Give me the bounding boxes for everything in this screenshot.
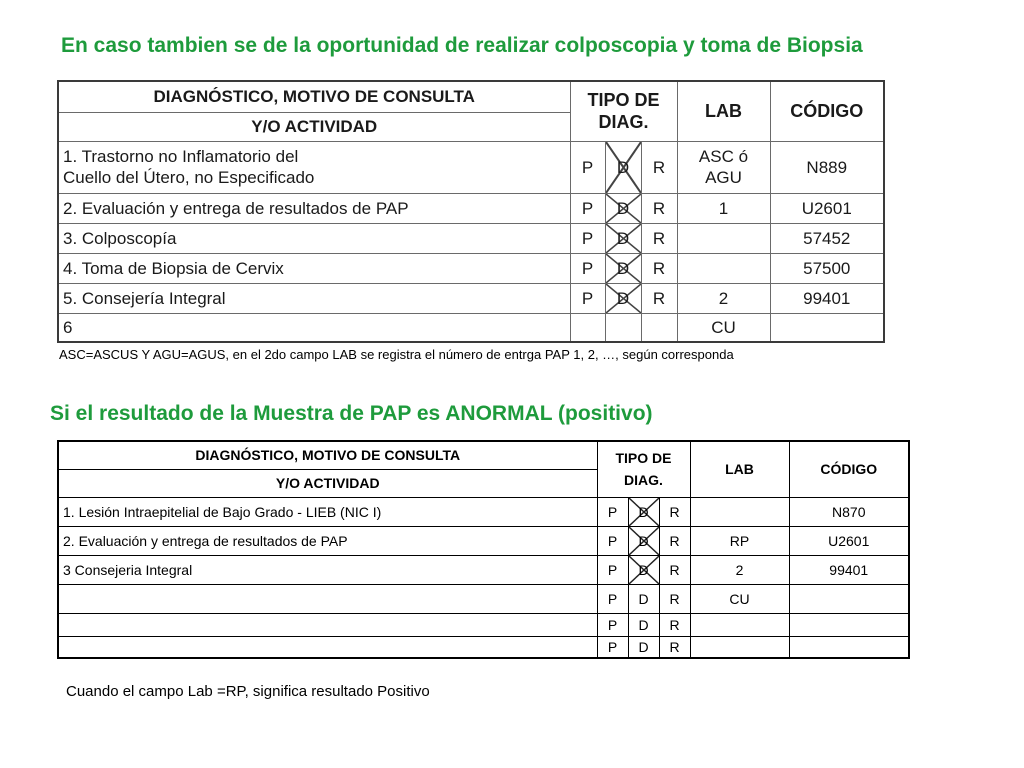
codigo-cell: 57500 (770, 253, 884, 283)
dx-cell: 3. Colposcopía (58, 223, 570, 253)
dx-cell: 3 Consejeria Integral (58, 555, 597, 584)
lab-cell (690, 636, 789, 658)
codigo-cell (789, 636, 909, 658)
dx-cell: 6 (58, 313, 570, 342)
tipo-d-crossed (605, 223, 641, 253)
table-row (58, 584, 909, 613)
lab-line: AGU (705, 168, 742, 187)
lab-cell: 2 (677, 283, 770, 313)
tipo-d-label: D (638, 561, 649, 578)
section2-footnote: Cuando el campo Lab =RP, significa resultado Positivo (66, 683, 430, 700)
header-activity: Y/O ACTIVIDAD (58, 112, 570, 141)
tipo-p: P (570, 193, 605, 223)
dx-cell (58, 584, 597, 613)
table-row (58, 283, 884, 313)
table-row (58, 613, 909, 636)
tipo-p: P (570, 141, 605, 193)
table-header-row (58, 81, 884, 112)
tipo-p: P (597, 584, 628, 613)
tipo-r: R (641, 223, 677, 253)
header-tipo-diag (597, 441, 690, 497)
tipo-r (641, 313, 677, 342)
tipo-d: D (628, 636, 659, 658)
lab-cell: CU (677, 313, 770, 342)
tipo-d-crossed (628, 526, 659, 555)
tipo-d-crossed (628, 497, 659, 526)
header-diagnosis: DIAGNÓSTICO, MOTIVO DE CONSULTA (58, 441, 597, 469)
lab-cell: CU (690, 584, 789, 613)
tipo-d: D (628, 613, 659, 636)
table-row (58, 253, 884, 283)
section2-title: Si el resultado de la Muestra de PAP es ANORMAL (positivo) (50, 402, 653, 425)
header-tipo-line2: DIAG. (598, 112, 649, 133)
tipo-p: P (597, 526, 628, 555)
header-lab: LAB (690, 441, 789, 497)
table-row (58, 555, 909, 584)
lab-cell (677, 141, 770, 193)
tipo-r: R (659, 526, 690, 555)
table-row (58, 223, 884, 253)
tipo-d-label: D (616, 157, 630, 177)
lab-cell (690, 613, 789, 636)
table-row (58, 313, 884, 342)
codigo-cell: U2601 (770, 193, 884, 223)
tipo-d-crossed (628, 555, 659, 584)
tipo-r: R (659, 613, 690, 636)
codigo-cell: 99401 (789, 555, 909, 584)
tipo-d (605, 313, 641, 342)
lab-cell (690, 497, 789, 526)
table-row (58, 497, 909, 526)
header-tipo-line1: TIPO DE (587, 90, 660, 111)
dx-cell: 5. Consejería Integral (58, 283, 570, 313)
codigo-cell: N870 (789, 497, 909, 526)
header-lab: LAB (677, 81, 770, 141)
tipo-p (570, 313, 605, 342)
tipo-d-label: D (616, 258, 630, 278)
lab-cell: RP (690, 526, 789, 555)
header-codigo: CÓDIGO (770, 81, 884, 141)
tipo-d-label: D (616, 288, 630, 308)
codigo-cell: N889 (770, 141, 884, 193)
codigo-cell: 99401 (770, 283, 884, 313)
dx-cell (58, 141, 570, 193)
table-row (58, 141, 884, 193)
tipo-p: P (570, 283, 605, 313)
tipo-r: R (641, 193, 677, 223)
table-row (58, 193, 884, 223)
tipo-r: R (659, 497, 690, 526)
lab-cell: 2 (690, 555, 789, 584)
header-activity: Y/O ACTIVIDAD (58, 469, 597, 497)
header-tipo-diag (570, 81, 677, 141)
diagnosis-table-abnormal-pap (57, 440, 910, 659)
lab-cell (677, 253, 770, 283)
tipo-d-crossed (605, 253, 641, 283)
codigo-cell: U2601 (789, 526, 909, 555)
dx-cell: 2. Evaluación y entrega de resultados de PAP (58, 526, 597, 555)
tipo-d-label: D (638, 503, 649, 520)
tipo-r: R (641, 141, 677, 193)
tipo-d-label: D (638, 532, 649, 549)
table-row (58, 526, 909, 555)
tipo-p: P (597, 613, 628, 636)
tipo-d-label: D (616, 228, 630, 248)
dx-cell (58, 636, 597, 658)
tipo-r: R (659, 636, 690, 658)
lab-cell: 1 (677, 193, 770, 223)
tipo-r: R (659, 584, 690, 613)
codigo-cell (789, 613, 909, 636)
codigo-cell (770, 313, 884, 342)
tipo-d-crossed (605, 141, 641, 193)
lab-cell (677, 223, 770, 253)
tipo-d-crossed (605, 283, 641, 313)
table-header-row (58, 441, 909, 469)
tipo-p: P (597, 497, 628, 526)
table-row (58, 636, 909, 658)
section1-title: En caso tambien se de la oportunidad de realizar colposcopia y toma de Biopsia (61, 34, 863, 57)
tipo-p: P (597, 555, 628, 584)
header-tipo-line2: DIAG. (624, 472, 663, 489)
dx-cell: 4. Toma de Biopsia de Cervix (58, 253, 570, 283)
dx-line: 1. Trastorno no Inflamatorio del (63, 147, 299, 166)
lab-line: ASC ó (698, 147, 749, 166)
codigo-cell: 57452 (770, 223, 884, 253)
header-diagnosis: DIAGNÓSTICO, MOTIVO DE CONSULTA (58, 81, 570, 112)
tipo-p: P (597, 636, 628, 658)
tipo-d: D (628, 584, 659, 613)
codigo-cell (789, 584, 909, 613)
section1-footnote: ASC=ASCUS Y AGU=AGUS, en el 2do campo LAB se registra el número de entrga PAP 1, 2, …, según corresponda (59, 347, 734, 362)
header-tipo-line1: TIPO DE (615, 450, 672, 467)
dx-cell (58, 613, 597, 636)
tipo-r: R (659, 555, 690, 584)
dx-cell: 2. Evaluación y entrega de resultados de PAP (58, 193, 570, 223)
tipo-d-label: D (616, 198, 630, 218)
dx-line: Cuello del Útero, no Especificado (63, 168, 315, 187)
header-codigo: CÓDIGO (789, 441, 909, 497)
dx-cell: 1. Lesión Intraepitelial de Bajo Grado - LIEB (NIC I) (58, 497, 597, 526)
tipo-d-crossed (605, 193, 641, 223)
diagnosis-table-colposcopy (57, 80, 885, 343)
tipo-p: P (570, 223, 605, 253)
tipo-p: P (570, 253, 605, 283)
tipo-r: R (641, 253, 677, 283)
tipo-r: R (641, 283, 677, 313)
